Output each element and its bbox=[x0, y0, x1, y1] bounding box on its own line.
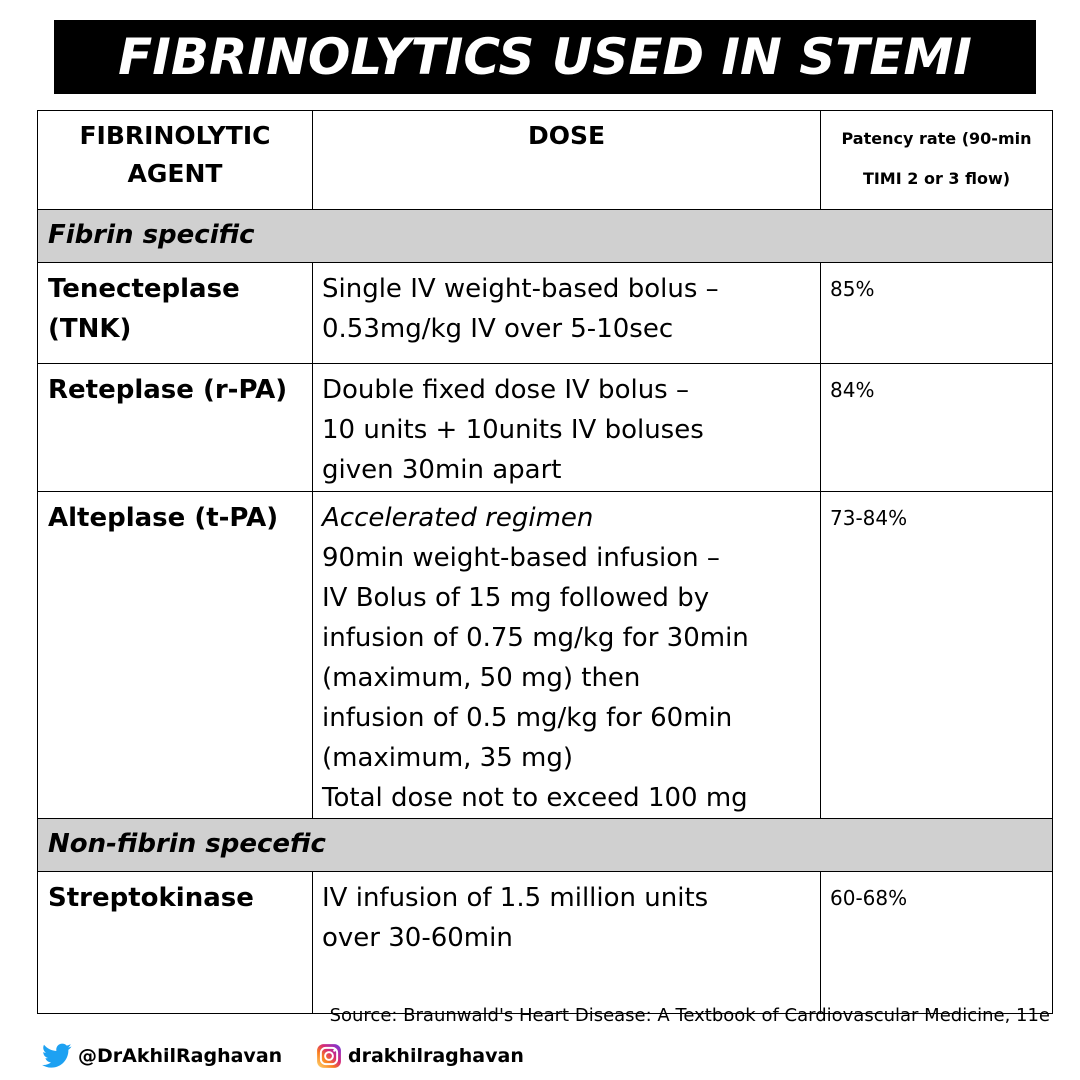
agent-cell: Alteplase (t-PA) bbox=[38, 492, 313, 819]
source-citation: Source: Braunwald's Heart Disease: A Textbook of Cardiovascular Medicine, 11e bbox=[329, 1005, 1050, 1026]
dose-line: Single IV weight-based bolus – bbox=[322, 274, 719, 304]
dose-line: over 30-60min bbox=[322, 923, 513, 953]
instagram-icon bbox=[316, 1043, 342, 1069]
agent-cell: Streptokinase bbox=[38, 872, 313, 1014]
dose-line: (maximum, 35 mg) bbox=[322, 743, 573, 773]
dose-line: infusion of 0.5 mg/kg for 60min bbox=[322, 703, 733, 733]
dose-cell bbox=[313, 364, 821, 492]
dose-line: (maximum, 50 mg) then bbox=[322, 663, 641, 693]
twitter-icon bbox=[42, 1043, 72, 1069]
table-row bbox=[38, 364, 1053, 492]
patency-cell: 84% bbox=[821, 364, 1053, 492]
dose-line: given 30min apart bbox=[322, 455, 562, 485]
agent-cell: Tenecteplase (TNK) bbox=[38, 263, 313, 364]
table-header-row bbox=[38, 111, 1053, 210]
header-agent: FIBRINOLYTIC AGENT bbox=[38, 111, 313, 210]
group-label: Non-fibrin specefic bbox=[38, 819, 1053, 872]
header-dose: DOSE bbox=[313, 111, 821, 210]
agent-cell: Reteplase (r-PA) bbox=[38, 364, 313, 492]
table-row bbox=[38, 872, 1053, 1014]
table-row bbox=[38, 263, 1053, 364]
twitter-handle-link[interactable] bbox=[42, 1040, 282, 1072]
dose-line: Total dose not to exceed 100 mg bbox=[322, 783, 748, 813]
page-title: FIBRINOLYTICS USED IN STEMI bbox=[54, 20, 1036, 94]
group-label: Fibrin specific bbox=[38, 210, 1053, 263]
dose-line: 0.53mg/kg IV over 5-10sec bbox=[322, 314, 674, 344]
group-row-non-fibrin-specific bbox=[38, 819, 1053, 872]
fibrinolytics-table bbox=[37, 110, 1053, 1014]
twitter-handle: @DrAkhilRaghavan bbox=[78, 1045, 283, 1067]
dose-cell bbox=[313, 263, 821, 364]
patency-cell: 85% bbox=[821, 263, 1053, 364]
dose-cell bbox=[313, 872, 821, 1014]
dose-line: Double fixed dose IV bolus – bbox=[322, 375, 689, 405]
header-patency: Patency rate (90-min TIMI 2 or 3 flow) bbox=[821, 111, 1053, 210]
dose-line: IV Bolus of 15 mg followed by bbox=[322, 583, 710, 613]
dose-line: 90min weight-based infusion – bbox=[322, 543, 720, 573]
patency-cell: 73-84% bbox=[821, 492, 1053, 819]
table-row bbox=[38, 492, 1053, 819]
instagram-handle: drakhilraghavan bbox=[348, 1045, 524, 1067]
dose-regimen-label: Accelerated regimen bbox=[322, 503, 594, 533]
dose-line: IV infusion of 1.5 million units bbox=[322, 883, 709, 913]
dose-line: infusion of 0.75 mg/kg for 30min bbox=[322, 623, 749, 653]
group-row-fibrin-specific bbox=[38, 210, 1053, 263]
dose-cell bbox=[313, 492, 821, 819]
instagram-handle-link[interactable] bbox=[316, 1040, 524, 1072]
patency-cell: 60-68% bbox=[821, 872, 1053, 1014]
dose-line: 10 units + 10units IV boluses bbox=[322, 415, 704, 445]
